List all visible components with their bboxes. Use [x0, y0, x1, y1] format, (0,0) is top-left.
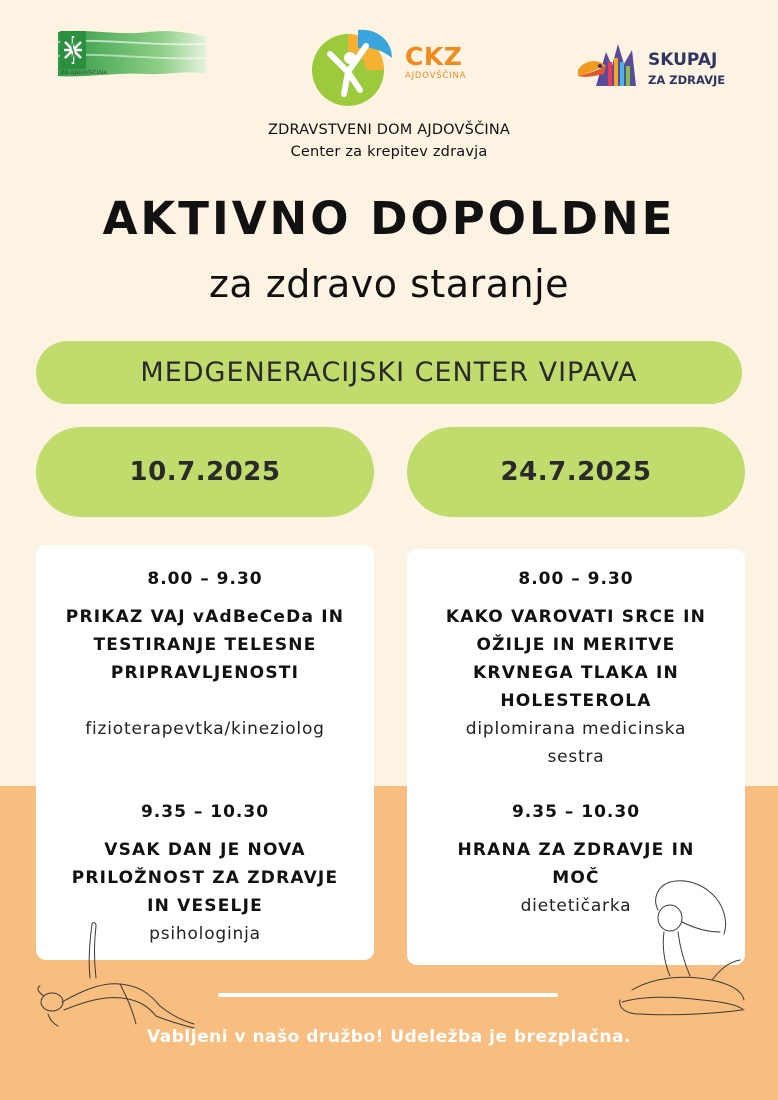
topic-line: HOLESTEROLA: [500, 691, 652, 711]
topic-line: KAKO VAROVATI SRCE IN: [445, 607, 707, 627]
topic-line: PRIKAZ VAJ vAdBeCeDa IN: [65, 607, 345, 627]
ckz-name: CKZ: [405, 42, 463, 71]
slot2-time: 9.35 – 10.30: [511, 802, 641, 822]
topic-line: OŽILJE IN MERITVE: [476, 635, 676, 655]
footer-divider: [218, 993, 558, 997]
skupaj-line1: SKUPAJ: [648, 50, 718, 70]
topic-line: TESTIRANJE TELESNE: [93, 635, 317, 655]
presenter-line: fizioterapevtka/kineziolog: [85, 719, 325, 739]
topic-line: PRILOŽNOST ZA ZDRAVJE: [71, 868, 339, 888]
skupaj-line2: ZA ZDRAVJE: [648, 73, 726, 87]
slot1-topic: [407, 603, 745, 715]
topic-line: PRIPRAVLJENOSTI: [110, 663, 300, 683]
ckz-logo: [308, 24, 478, 108]
venue-banner: MEDGENERACIJSKI CENTER VIPAVA: [36, 341, 742, 404]
presenter-line: psihologinja: [149, 924, 261, 944]
organization-department: Center za krepitev zdravja: [290, 144, 488, 160]
footer-invitation: Vabljeni v našo družbo! Udeležba je brezplačna.: [147, 1027, 631, 1047]
yoga-figure-left-icon: [30, 920, 220, 1030]
topic-line: VSAK DAN JE NOVA: [104, 840, 306, 860]
date-pill-1: 10.7.2025: [36, 427, 374, 517]
topic-line: MOČ: [552, 868, 600, 888]
topic-line: HRANA ZA ZDRAVJE IN: [457, 840, 695, 860]
ckz-subtitle: AJDOVŠČINA: [405, 71, 467, 81]
zd-logo-caption: ZD AJDOVŠČINA: [61, 70, 108, 76]
slot1-presenter: [36, 715, 374, 743]
toucan-icon: [576, 36, 644, 92]
slot2-topic: [36, 836, 374, 920]
schedule-card-1: [36, 545, 374, 960]
ckz-figure-icon: [308, 24, 394, 108]
topic-line: KRVNEGA TLAKA IN: [473, 663, 679, 683]
presenter-line: dietetičarka: [520, 896, 632, 916]
page-title: AKTIVNO DOPOLDNE: [102, 192, 676, 245]
zd-ajdovscina-logo: [58, 28, 206, 80]
organization-name: ZDRAVSTVENI DOM AJDOVŠČINA: [267, 122, 511, 138]
slot1-presenter: [407, 715, 745, 771]
slot1-topic: [36, 603, 374, 687]
slot1-time: 8.00 – 9.30: [147, 569, 263, 589]
yoga-figure-right-icon: [612, 870, 752, 1020]
presenter-line: sestra: [547, 747, 605, 767]
presenter-line: diplomirana medicinska: [465, 719, 687, 739]
slot1-time: 8.00 – 9.30: [518, 569, 634, 589]
date-pill-2: 24.7.2025: [407, 427, 745, 517]
skupaj-za-zdravje-logo: [576, 36, 736, 92]
slot2-time: 9.35 – 10.30: [140, 802, 270, 822]
page-subtitle: za zdravo staranje: [208, 262, 570, 306]
topic-line: IN VESELJE: [147, 896, 263, 916]
